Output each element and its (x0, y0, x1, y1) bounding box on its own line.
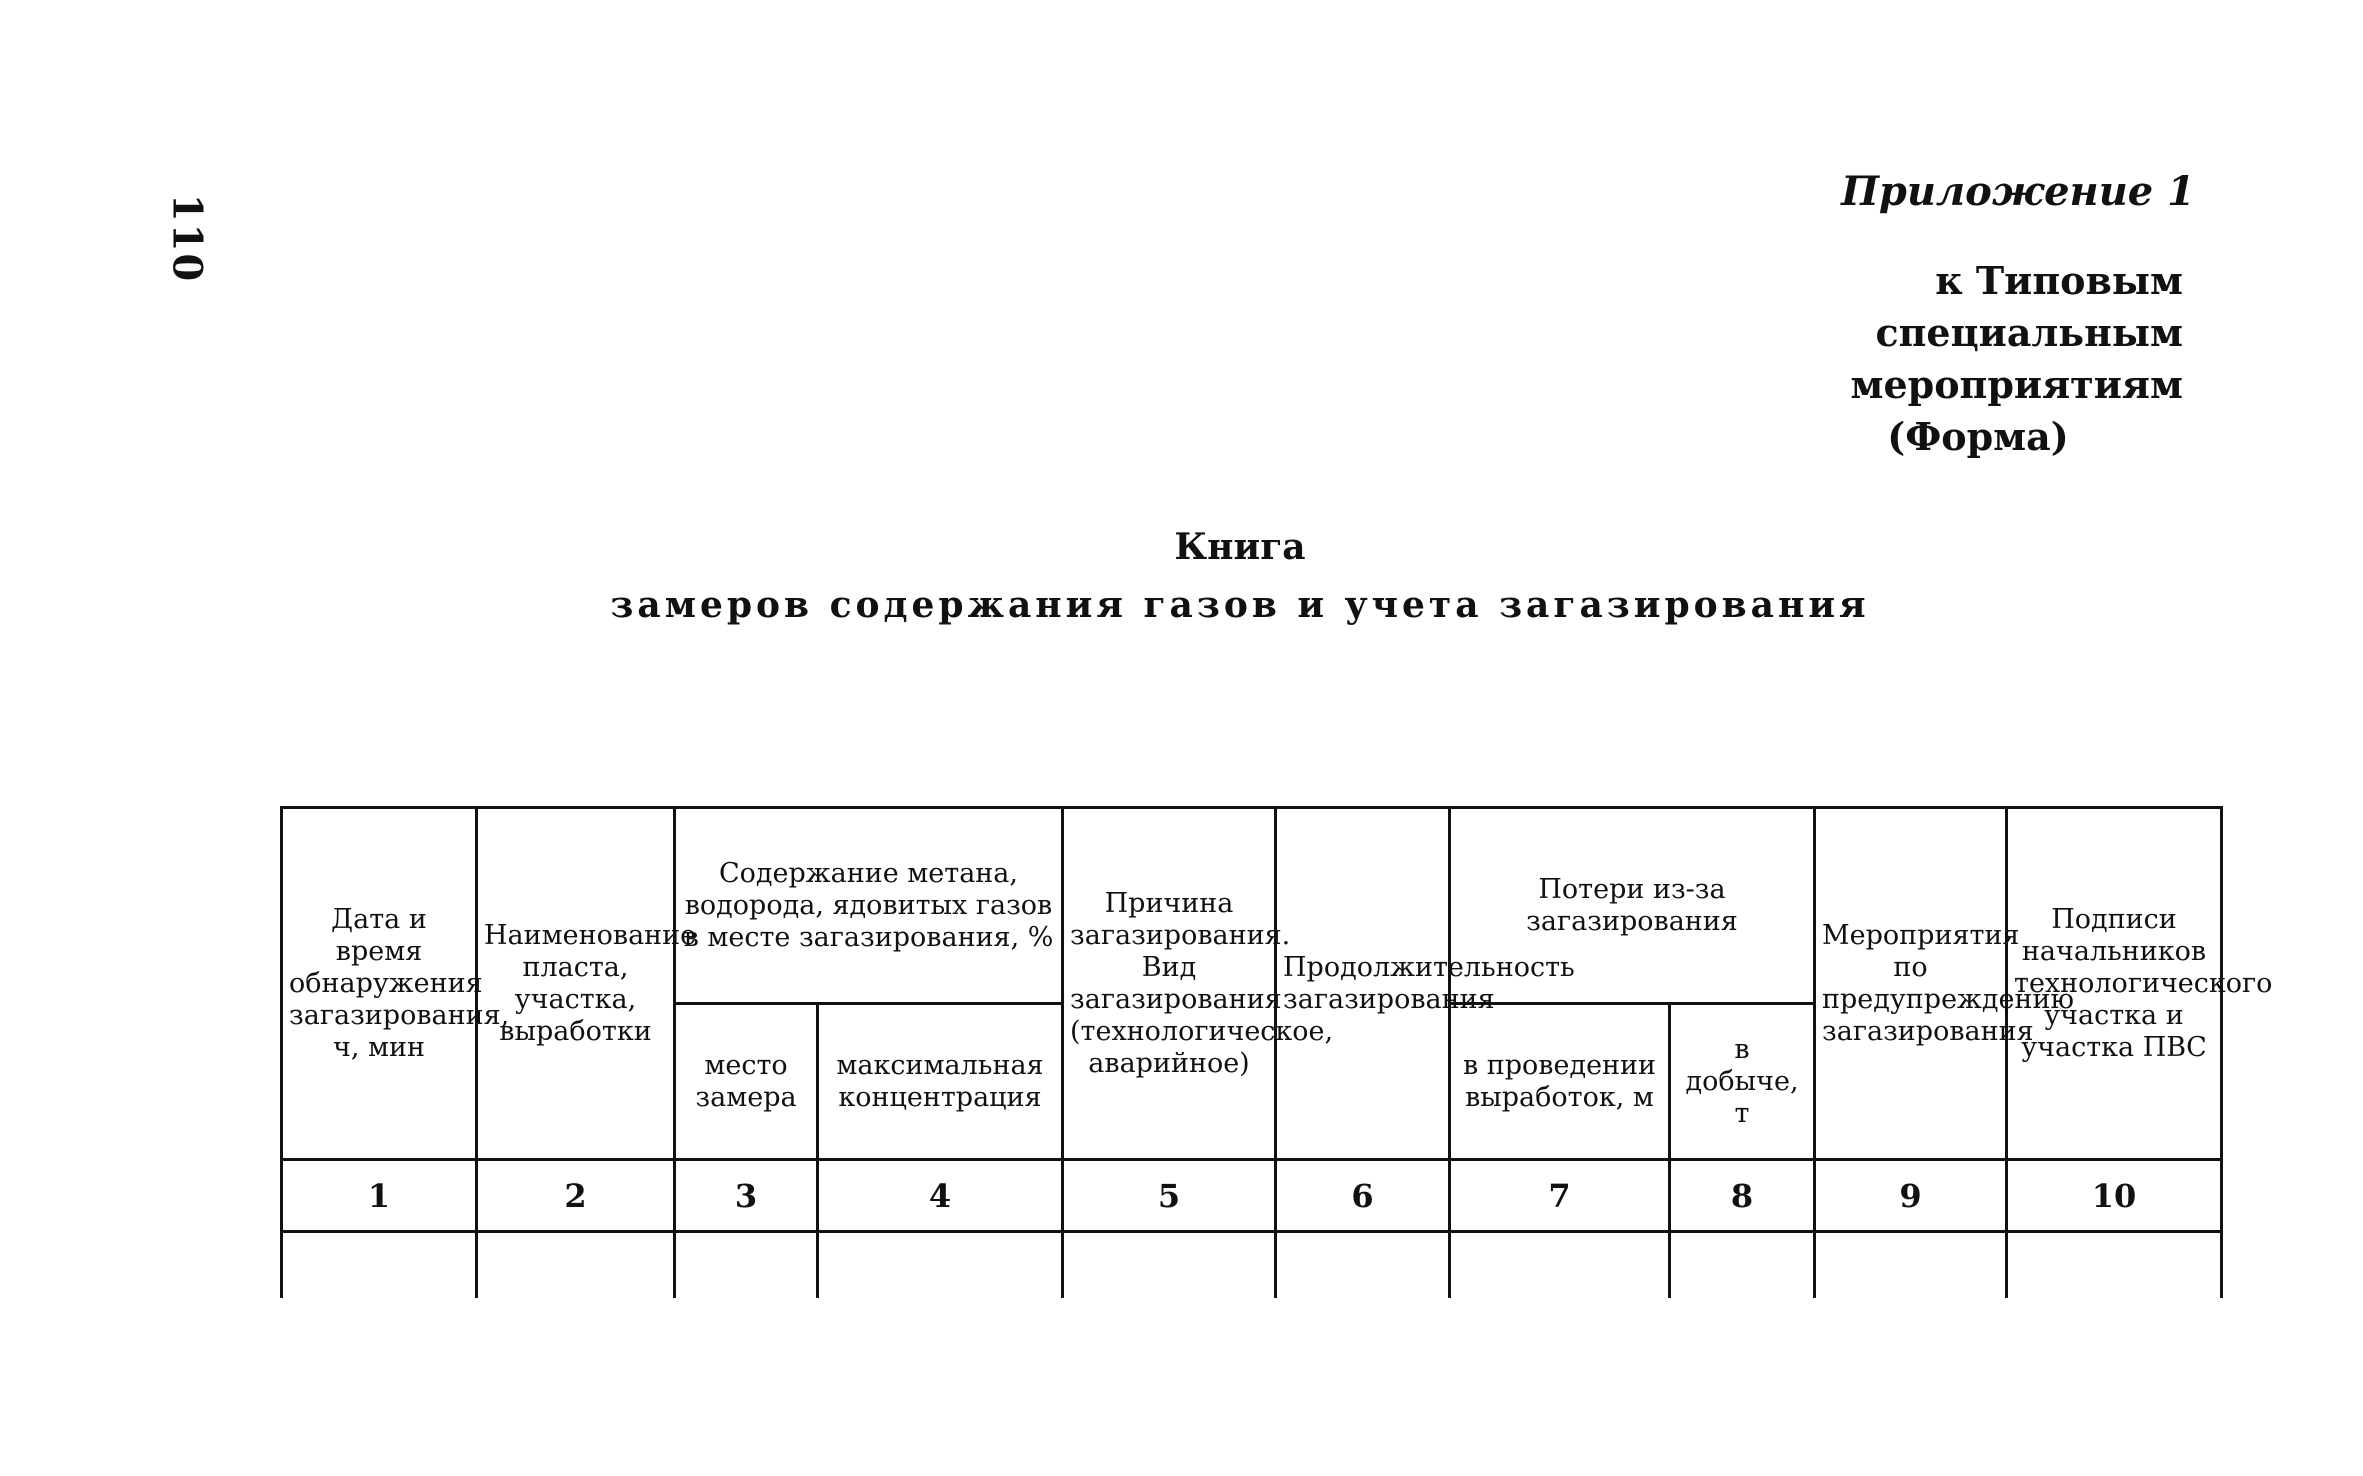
column-number: 9 (1815, 1160, 2007, 1232)
appendix-line-1: к Типовым специальным (1875, 258, 2183, 355)
empty-cell (818, 1232, 1063, 1298)
column-number: 3 (675, 1160, 818, 1232)
header-measure-place: место замера (675, 1004, 818, 1160)
header-measures: Мероприятия по предупреждению загазирования (1815, 808, 2007, 1160)
header-signatures: Подписи начальников технологического участка и участка ПВС (2007, 808, 2222, 1160)
column-number: 10 (2007, 1160, 2222, 1232)
column-number-row (282, 1160, 2222, 1232)
column-number: 5 (1063, 1160, 1276, 1232)
document-subtitle: замеров содержания газов и учета загазирования (610, 584, 1870, 626)
appendix-line-3: (Форма) (1887, 414, 2069, 459)
header-loss-excavation: в проведении выработок, м (1450, 1004, 1670, 1160)
empty-cell (1450, 1232, 1670, 1298)
column-number: 2 (477, 1160, 675, 1232)
column-number: 1 (282, 1160, 477, 1232)
page-number: 110 (163, 193, 211, 284)
document-title: Книга (1174, 526, 1306, 568)
empty-cell (477, 1232, 675, 1298)
document-title-block (600, 518, 1880, 634)
header-cause: Причина загазирования. Вид загазирования (технологическое, аварийное) (1063, 808, 1276, 1160)
header-seam-name: Наименование пласта, участка, выработки (477, 808, 675, 1160)
empty-cell (1276, 1232, 1450, 1298)
column-number: 7 (1450, 1160, 1670, 1232)
empty-cell (1815, 1232, 2007, 1298)
header-date-time: Дата и время обнаружения загазирования, ч, мин (282, 808, 477, 1160)
empty-cell (282, 1232, 477, 1298)
column-number: 4 (818, 1160, 1063, 1232)
column-number: 6 (1276, 1160, 1450, 1232)
header-losses-group: Потери из-за загазирования (1450, 808, 1815, 1004)
header-duration: Продолжительность загазирования (1276, 808, 1450, 1160)
header-max-concentration: максимальная концентрация (818, 1004, 1063, 1160)
empty-cell (2007, 1232, 2222, 1298)
header-loss-mining: в добыче, т (1670, 1004, 1815, 1160)
header-gas-content-group: Содержание метана, водорода, ядовитых газов в месте загазирования, % (675, 808, 1063, 1004)
gas-measurement-table (280, 806, 2273, 1298)
appendix-line-2: мероприятиям (1850, 362, 2183, 407)
empty-data-row (282, 1232, 2222, 1298)
empty-cell (1063, 1232, 1276, 1298)
appendix-title: Приложение 1 (1841, 168, 2195, 215)
empty-cell (1670, 1232, 1815, 1298)
column-number: 8 (1670, 1160, 1815, 1232)
appendix-subtitle (1623, 255, 2183, 463)
empty-cell (675, 1232, 818, 1298)
